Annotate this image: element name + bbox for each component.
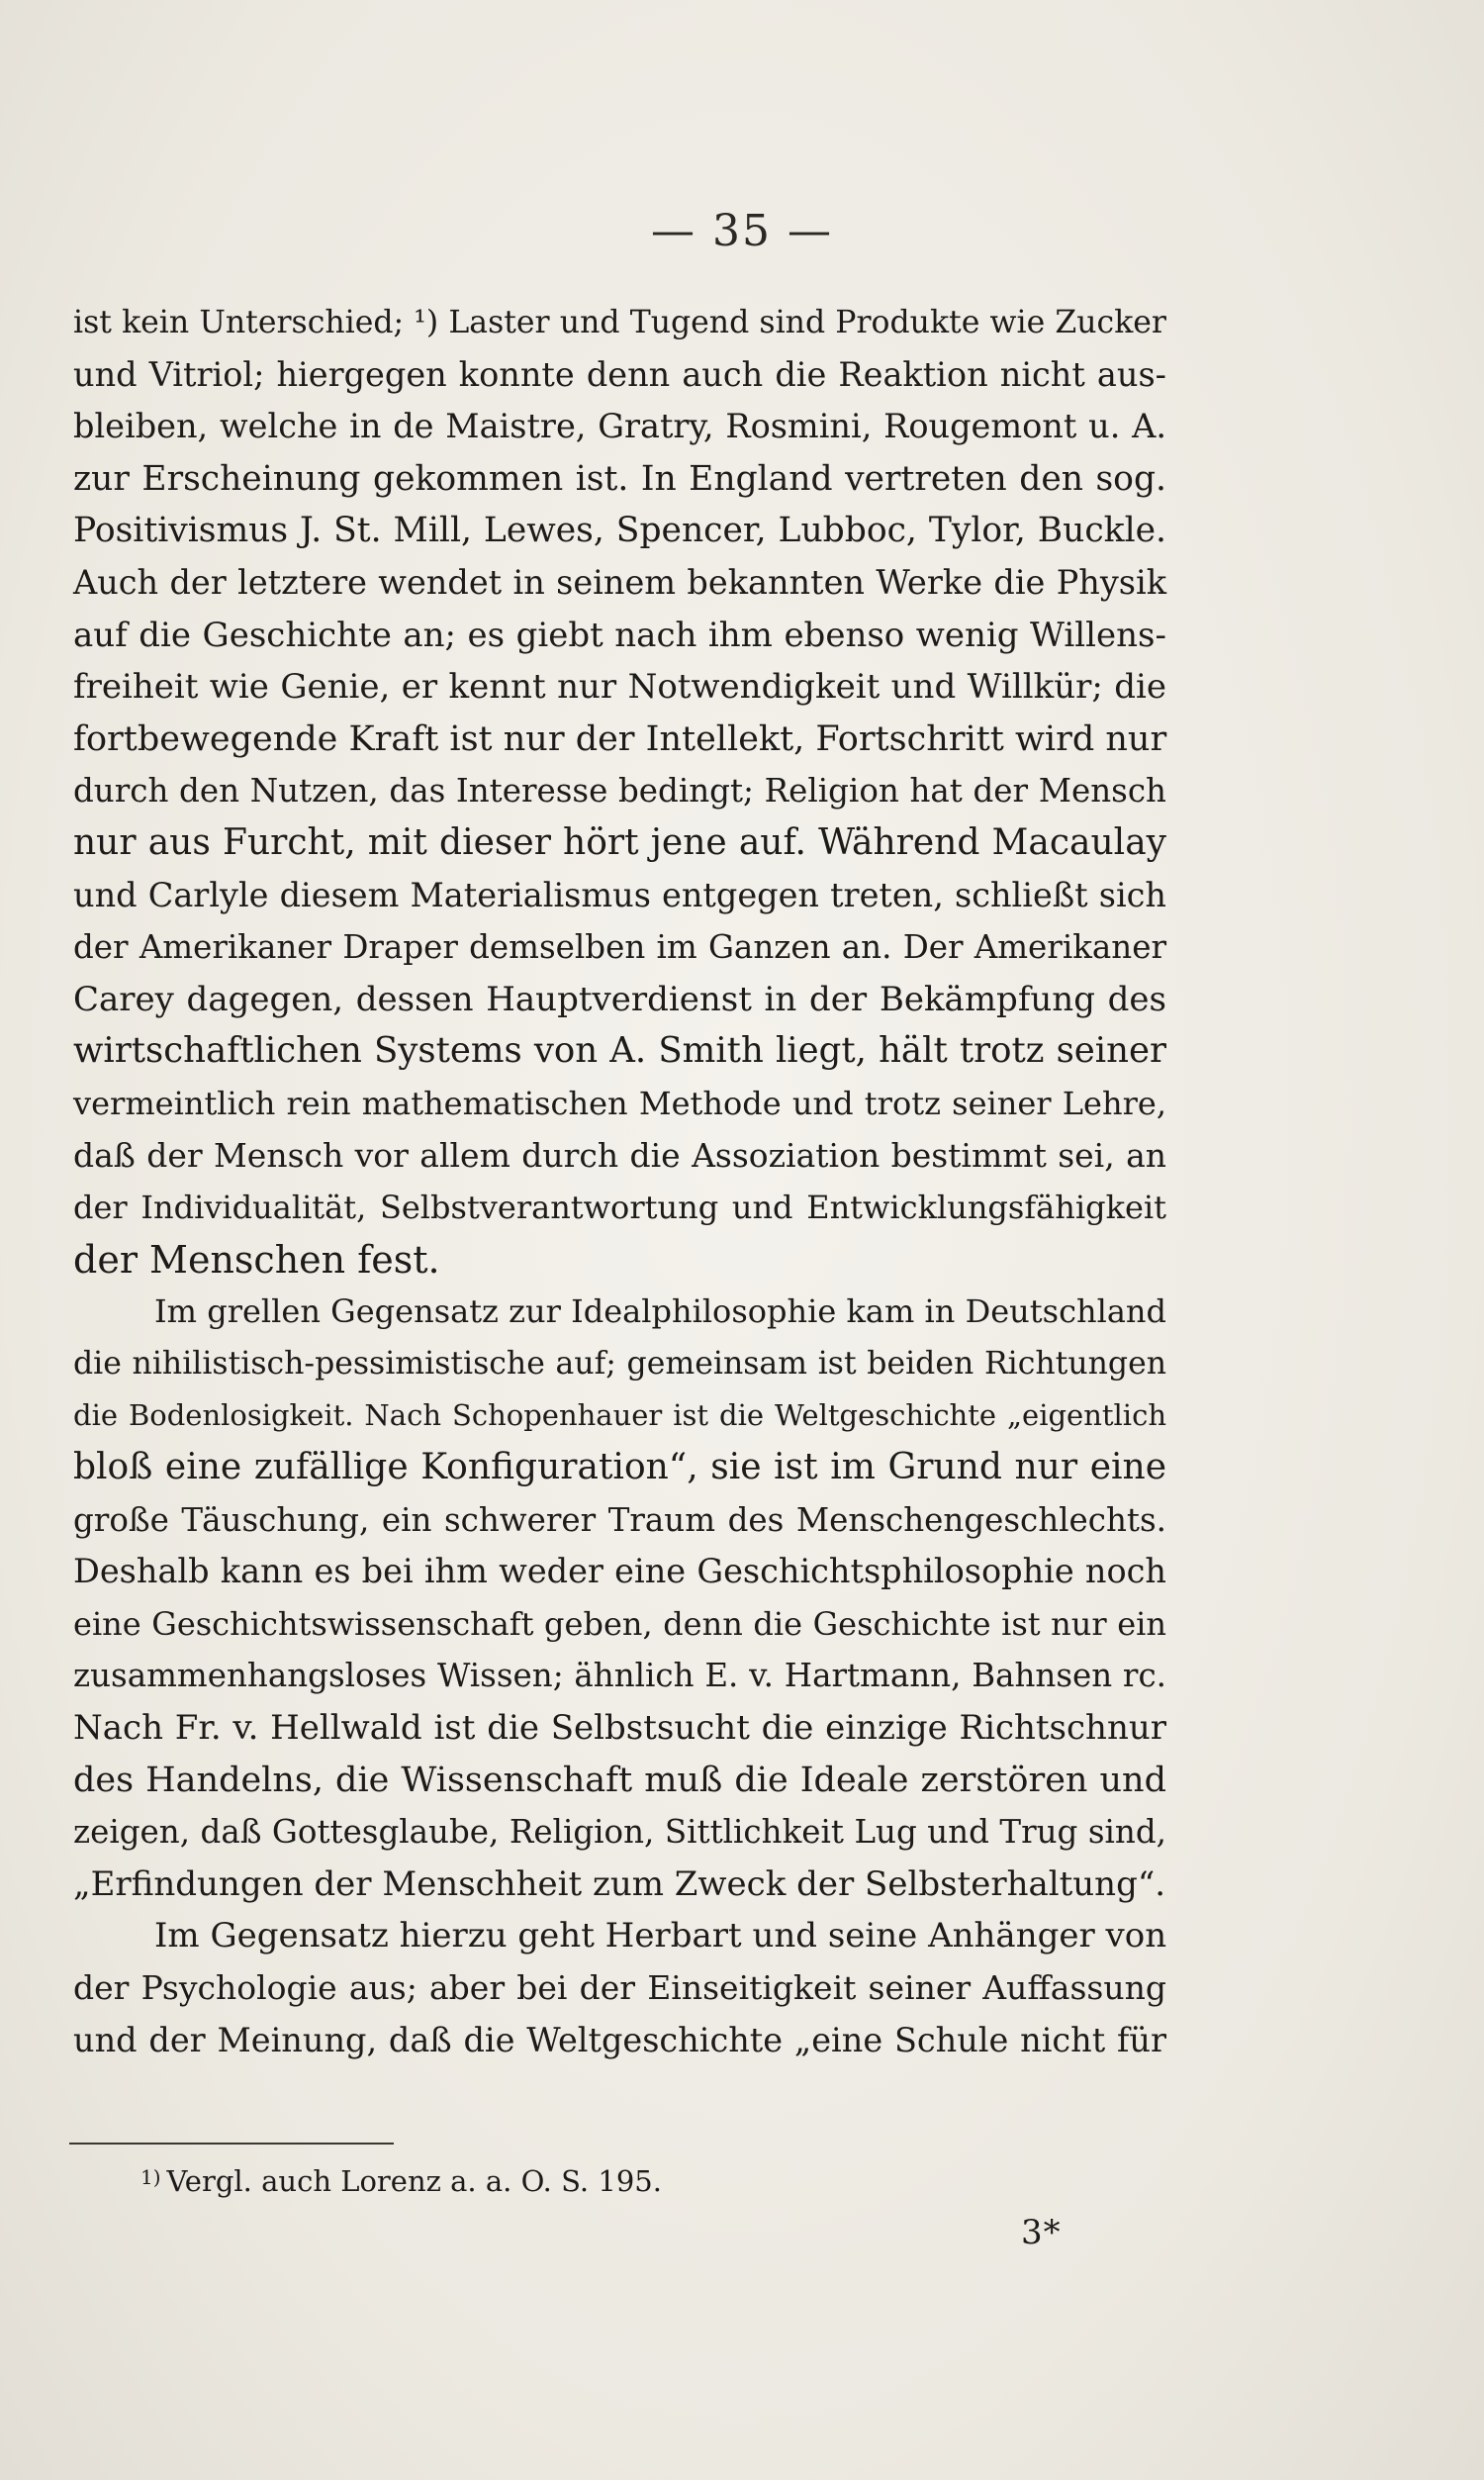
- text-line: Positivismus J. St. Mill, Lewes, Spencer, Lubboc, Tylor, Buckle.: [73, 511, 1166, 551]
- text-line: der Amerikaner Draper demselben im Ganzen an. Der Amerikaner: [73, 928, 1166, 967]
- page-number: — 35 —: [651, 206, 833, 256]
- text-line: und Vitriol; hiergegen konnte denn auch die Reaktion nicht aus-: [73, 354, 1166, 394]
- footnote-marker: 1): [140, 2165, 161, 2189]
- text-line: des Handelns, die Wissenschaft muß die Ideale zerstören und: [73, 1760, 1166, 1800]
- text-line: Auch der letztere wendet in seinem bekannten Werke die Physik: [73, 562, 1166, 602]
- text-line: ist kein Unterschied; ¹) Laster und Tugend sind Produkte wie Zucker: [73, 305, 1166, 340]
- text-line: freiheit wie Genie, er kennt nur Notwendigkeit und Willkür; die: [73, 667, 1166, 708]
- text-line: nur aus Furcht, mit dieser hört jene auf. Während Macaulay: [73, 821, 1166, 863]
- text-line: und Carlyle diesem Materialismus entgegen treten, schließt sich: [73, 875, 1166, 914]
- text-line: wirtschaftlichen Systems von A. Smith liegt, hält trotz seiner: [73, 1030, 1166, 1072]
- body-text: [73, 297, 1166, 2066]
- text-line: der Menschen fest.: [73, 1237, 440, 1282]
- text-line: zusammenhangsloses Wissen; ähnlich E. v. Hartmann, Bahnsen rc.: [73, 1657, 1166, 1695]
- text-line: Nach Fr. v. Hellwald ist die Selbstsucht die einzige Richtschnur: [73, 1708, 1166, 1749]
- text-line: und der Meinung, daß die Weltgeschichte „eine Schule nicht für: [73, 2020, 1166, 2059]
- text-line: eine Geschichtswissenschaft geben, denn die Geschichte ist nur ein: [73, 1604, 1166, 1643]
- text-line: der Psychologie aus; aber bei der Einseitigkeit seiner Auffassung: [73, 1968, 1166, 2007]
- footnote: [140, 2161, 662, 2201]
- text-line: zur Erscheinung gekommen ist. In England vertreten den sog.: [73, 458, 1166, 499]
- paragraph-3: [73, 1910, 1166, 2066]
- text-line: die Bodenlosigkeit. Nach Schopenhauer ist die Weltgeschichte „eigentlich: [73, 1398, 1166, 1433]
- text-line: zeigen, daß Gottesglaube, Religion, Sittlichkeit Lug und Trug sind,: [73, 1813, 1166, 1852]
- text-line: Im grellen Gegensatz zur Idealphilosophie kam in Deutschland: [154, 1292, 1166, 1331]
- text-line: der Individualität, Selbstverantwortung und Entwicklungsfähigkeit: [73, 1189, 1166, 1227]
- text-line: die nihilistisch-pessimistische auf; gemeinsam ist beiden Richtungen: [73, 1345, 1166, 1382]
- text-line: vermeintlich rein mathematischen Methode und trotz seiner Lehre,: [73, 1084, 1166, 1122]
- text-line: „Erfindungen der Menschheit zum Zweck der Selbsterhaltung“.: [73, 1863, 1166, 1904]
- footnote-divider: [69, 2143, 394, 2145]
- text-line: Im Gegensatz hierzu geht Herbart und seine Anhänger von: [154, 1916, 1167, 1956]
- paragraph-2: [73, 1286, 1166, 1910]
- text-line: Deshalb kann es bei ihm weder eine Geschichtsphilosophie noch: [73, 1552, 1166, 1591]
- paragraph-1: [73, 297, 1166, 1286]
- signature-mark: 3*: [1021, 2213, 1062, 2252]
- text-line: durch den Nutzen, das Interesse bedingt; Religion hat der Mensch: [73, 772, 1166, 811]
- text-line: fortbewegende Kraft ist nur der Intellekt, Fortschritt wird nur: [73, 718, 1167, 759]
- text-line: auf die Geschichte an; es giebt nach ihm ebenso wenig Willens-: [73, 615, 1166, 655]
- text-line: bleiben, welche in de Maistre, Gratry, Rosmini, Rougemont u. A.: [73, 407, 1166, 446]
- footnote-text: Vergl. auch Lorenz a. a. O. S. 195.: [166, 2164, 662, 2198]
- text-line: Carey dagegen, dessen Hauptverdienst in der Bekämpfung des: [73, 979, 1166, 1019]
- text-line: bloß eine zufällige Konfiguration“, sie ist im Grund nur eine: [73, 1447, 1166, 1488]
- text-line: große Täuschung, ein schwerer Traum des Menschengeschlechts.: [73, 1500, 1166, 1539]
- text-line: daß der Mensch vor allem durch die Assoziation bestimmt sei, an: [73, 1135, 1166, 1175]
